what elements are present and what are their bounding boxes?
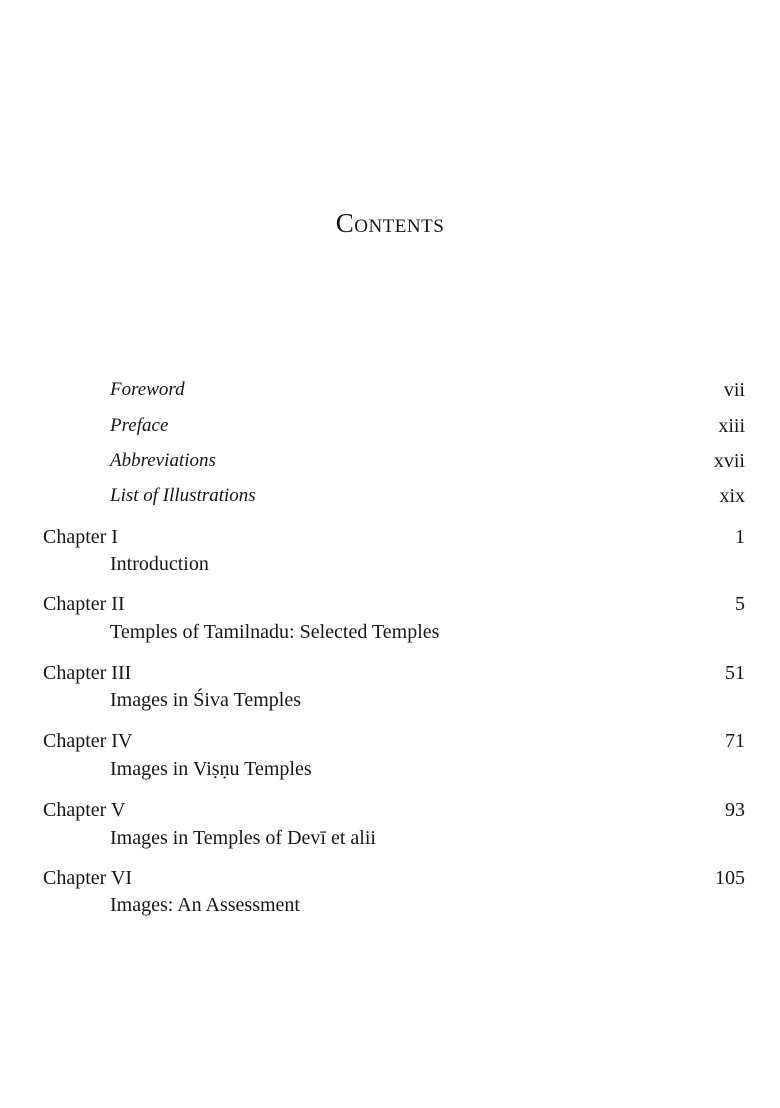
toc-entry-label: List of Illustrations [110,485,256,506]
toc-page-number: 93 [725,799,745,821]
chapter-title: Temples of Tamilnadu: Selected Temples [110,621,440,643]
toc-page-number: xvii [713,450,745,472]
chapter-label: Chapter I [43,526,118,548]
toc-chapter-2-title [0,619,780,645]
chapter-title: Images in Temples of Devī et alii [110,827,376,849]
toc-entry-label: Abbreviations [110,450,216,471]
toc-page-number: xix [719,485,745,507]
toc-chapter-1[interactable] [0,524,780,550]
toc-entry-label: Foreword [110,379,185,400]
toc-chapter-4-title [0,756,780,782]
toc-chapter-3-title [0,687,780,713]
toc-page-number: vii [723,379,745,401]
chapter-title: Images in Śiva Temples [110,689,301,711]
chapter-label: Chapter V [43,799,126,821]
chapter-title: Images in Viṣṇu Temples [110,758,312,780]
toc-entry-foreword[interactable] [0,377,780,403]
page-title: Contents [335,208,445,238]
toc-page-number: 1 [735,526,745,548]
toc-page-number: 51 [725,662,745,684]
toc-page-number: 71 [725,730,745,752]
toc-entry-abbreviations[interactable] [0,448,780,474]
toc-page-number: 105 [715,867,745,889]
chapter-label: Chapter II [43,593,125,615]
chapter-title: Introduction [110,553,209,575]
toc-chapter-5[interactable] [0,797,780,823]
toc-chapter-1-title [0,551,780,577]
chapter-label: Chapter IV [43,730,133,752]
chapter-label: Chapter VI [43,867,133,889]
toc-chapter-2[interactable] [0,591,780,617]
toc-entry-preface[interactable] [0,413,780,439]
toc-chapter-6-title [0,892,780,918]
chapter-label: Chapter III [43,662,132,684]
toc-chapter-6[interactable] [0,865,780,891]
toc-chapter-3[interactable] [0,660,780,686]
toc-entry-label: Preface [110,415,169,436]
toc-page-number: xiii [718,415,745,437]
toc-entry-list-of-illustrations[interactable] [0,483,780,509]
chapter-title: Images: An Assessment [110,894,300,916]
toc-chapter-5-title [0,825,780,851]
toc-page-number: 5 [735,593,745,615]
toc-chapter-4[interactable] [0,728,780,754]
